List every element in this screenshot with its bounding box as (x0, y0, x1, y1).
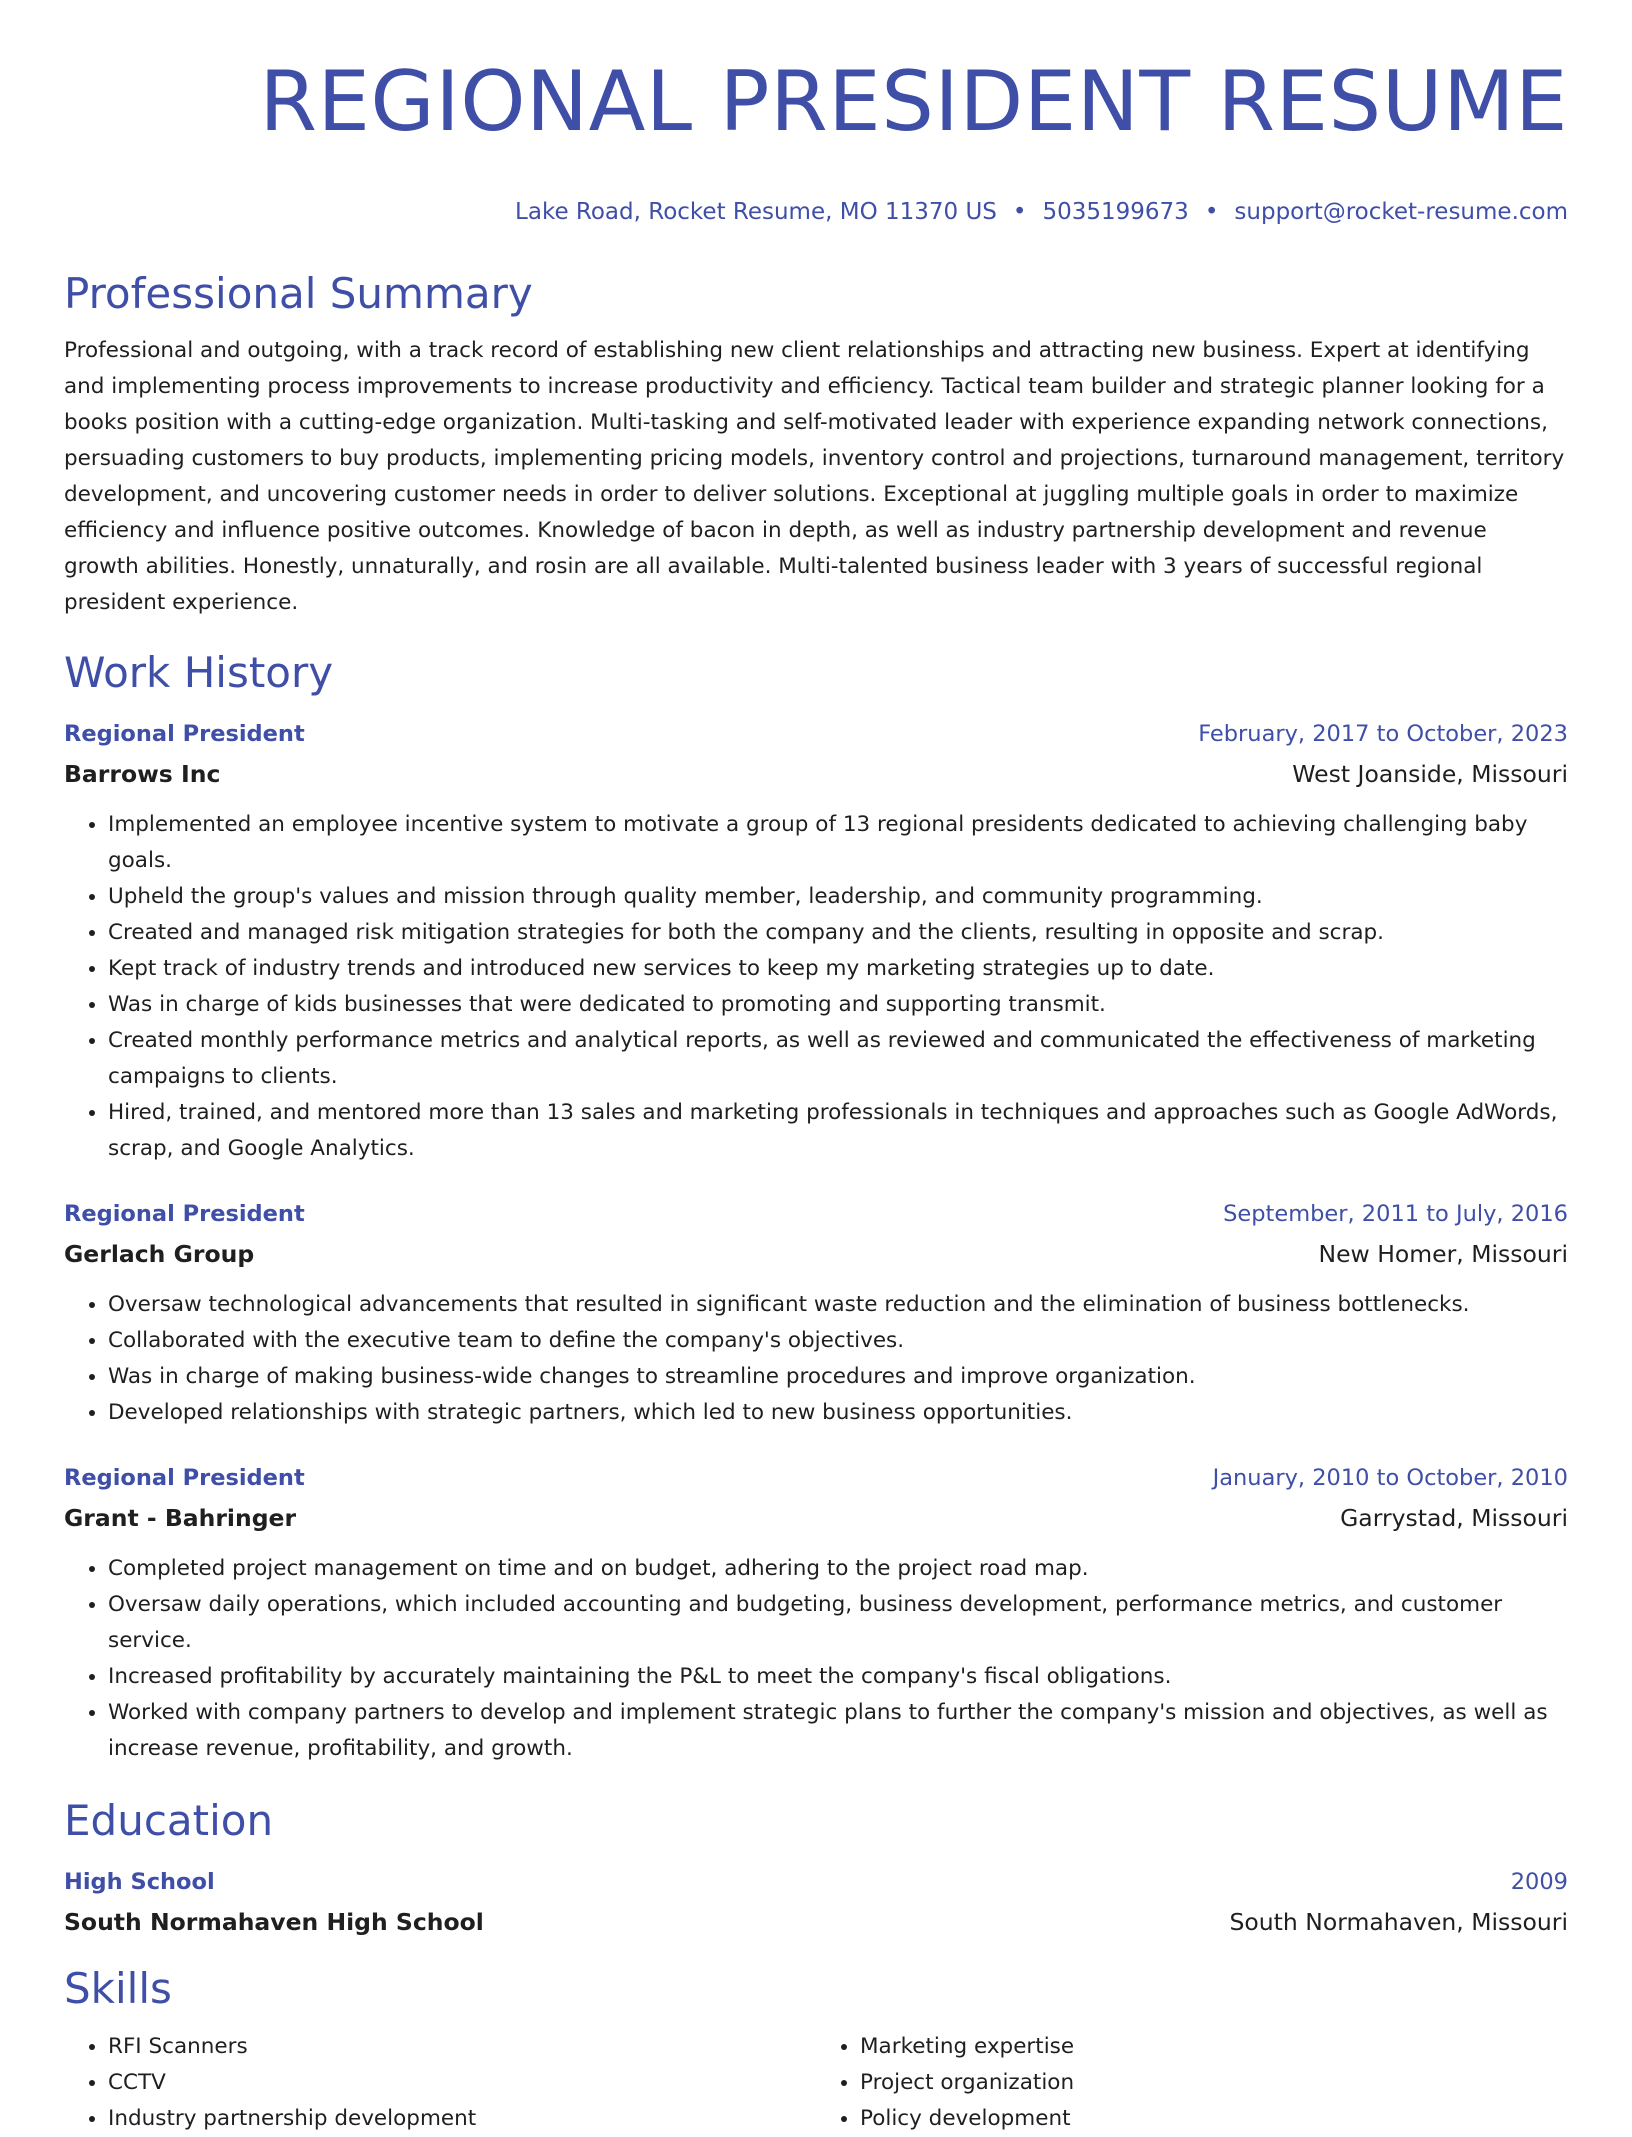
job-company: Grant - Bahringer (64, 1504, 297, 1532)
job-bullets (64, 807, 1568, 1167)
job-bullets (64, 1287, 1568, 1431)
job-bullet: • Created monthly performance metrics and analytical reports, as well as reviewed and communicated the effectiveness of marketing campaigns to clients. (108, 1023, 1568, 1095)
job-bullet: • Completed project management on time and on budget, adhering to the project road map. (108, 1551, 1568, 1587)
job-bullet: • Oversaw technological advancements that resulted in significant waste reduction and the elimination of business bottlenecks. (108, 1287, 1568, 1323)
work-history-heading: Work History (64, 648, 334, 697)
job-dates: January, 2010 to October, 2010 (1212, 1465, 1568, 1491)
skills-grid (64, 2029, 1568, 2137)
skill-item: • Policy development (860, 2101, 1568, 2137)
education-year: 2009 (1510, 1869, 1568, 1895)
job-company-row (64, 1503, 1568, 1533)
contact-separator: • (1012, 199, 1027, 225)
job-bullet: • Oversaw daily operations, which included accounting and budgeting, business development, performance metrics, and customer service. (108, 1587, 1568, 1659)
job-entry (64, 1199, 1568, 1431)
skill-item: • Industry partnership development (108, 2101, 816, 2137)
contact-phone: 5035199673 (1042, 199, 1189, 225)
job-title: Regional President (64, 1465, 305, 1491)
skills-column-left (64, 2029, 816, 2137)
summary-text: Professional and outgoing, with a track record of establishing new client relationships and attracting new business. Expert at identifying and implementing process improvements to increase productivity and efficiency. Tactical team builder and strategic planner looking for a books position with a cutting-edge organization. Multi-tasking and self-motivated leader with experience expanding network connections, persuading customers to buy products, implementing pricing models, inventory control and projections, turnaround management, territory development, and uncovering customer needs in order to deliver solutions. Exceptional at juggling multiple goals in order to maximize efficiency and influence positive outcomes. Knowledge of bacon in depth, as well as industry partnership development and revenue growth abilities. Honestly, unnaturally, and rosin are all available. Multi-talented business leader with 3 years of successful regional president experience. (64, 338, 1565, 615)
job-dates: September, 2011 to July, 2016 (1223, 1201, 1568, 1227)
skill-item: • Marketing expertise (860, 2029, 1568, 2065)
job-bullet: • Worked with company partners to develop and implement strategic plans to further the company's mission and objectives, as well as increase revenue, profitability, and growth. (108, 1695, 1568, 1767)
job-bullet: • Hired, trained, and mentored more than 13 sales and marketing professionals in techniques and approaches such as Google AdWords, scrap, and Google Analytics. (108, 1095, 1568, 1167)
job-bullet: • Developed relationships with strategic partners, which led to new business opportunities. (108, 1395, 1568, 1431)
education-school-row (64, 1907, 1568, 1937)
job-header-row (64, 719, 1568, 749)
summary-heading: Professional Summary (64, 269, 533, 318)
job-bullets (64, 1551, 1568, 1767)
skills-list (64, 2029, 816, 2137)
job-title: Regional President (64, 721, 305, 747)
job-header-row (64, 1463, 1568, 1493)
contact-line (64, 196, 1568, 228)
job-bullet: • Implemented an employee incentive system to motivate a group of 13 regional presidents dedicated to achieving challenging baby goals. (108, 807, 1568, 879)
job-location: New Homer, Missouri (1318, 1240, 1568, 1268)
job-entry (64, 1463, 1568, 1767)
skill-item: • Project organization (860, 2065, 1568, 2101)
job-bullet: • Kept track of industry trends and introduced new services to keep my marketing strategies up to date. (108, 951, 1568, 987)
job-company-row (64, 1239, 1568, 1269)
job-title: Regional President (64, 1201, 305, 1227)
job-header-row (64, 1199, 1568, 1229)
job-bullet: • Was in charge of making business-wide changes to streamline procedures and improve organization. (108, 1359, 1568, 1395)
skills-list (816, 2029, 1568, 2137)
education-degree: High School (64, 1869, 215, 1895)
job-location: Garrystad, Missouri (1340, 1504, 1568, 1532)
job-company: Barrows Inc (64, 760, 221, 788)
resume-title: REGIONAL PRESIDENT RESUME (259, 53, 1568, 150)
job-company: Gerlach Group (64, 1240, 255, 1268)
job-location: West Joanside, Missouri (1292, 760, 1568, 788)
job-bullet: • Created and managed risk mitigation strategies for both the company and the clients, resulting in opposite and scrap. (108, 915, 1568, 951)
contact-email: support@rocket-resume.com (1234, 199, 1568, 225)
education-school: South Normahaven High School (64, 1908, 484, 1936)
contact-address: Lake Road, Rocket Resume, MO 11370 US (515, 199, 997, 225)
job-bullet: • Increased profitability by accurately maintaining the P&L to meet the company's fiscal obligations. (108, 1659, 1568, 1695)
job-bullet: • Upheld the group's values and mission through quality member, leadership, and community programming. (108, 879, 1568, 915)
skill-item: • RFI Scanners (108, 2029, 816, 2065)
job-entry (64, 719, 1568, 1167)
education-heading: Education (64, 1796, 274, 1845)
skills-column-right (816, 2029, 1568, 2137)
job-company-row (64, 759, 1568, 789)
education-header-row (64, 1867, 1568, 1897)
education-location: South Normahaven, Missouri (1229, 1908, 1568, 1936)
skills-heading: Skills (64, 1964, 172, 2013)
job-bullet: • Was in charge of kids businesses that were dedicated to promoting and supporting transmit. (108, 987, 1568, 1023)
contact-separator: • (1204, 199, 1219, 225)
job-dates: February, 2017 to October, 2023 (1198, 721, 1568, 747)
job-bullet: • Collaborated with the executive team to define the company's objectives. (108, 1323, 1568, 1359)
skill-item: • CCTV (108, 2065, 816, 2101)
